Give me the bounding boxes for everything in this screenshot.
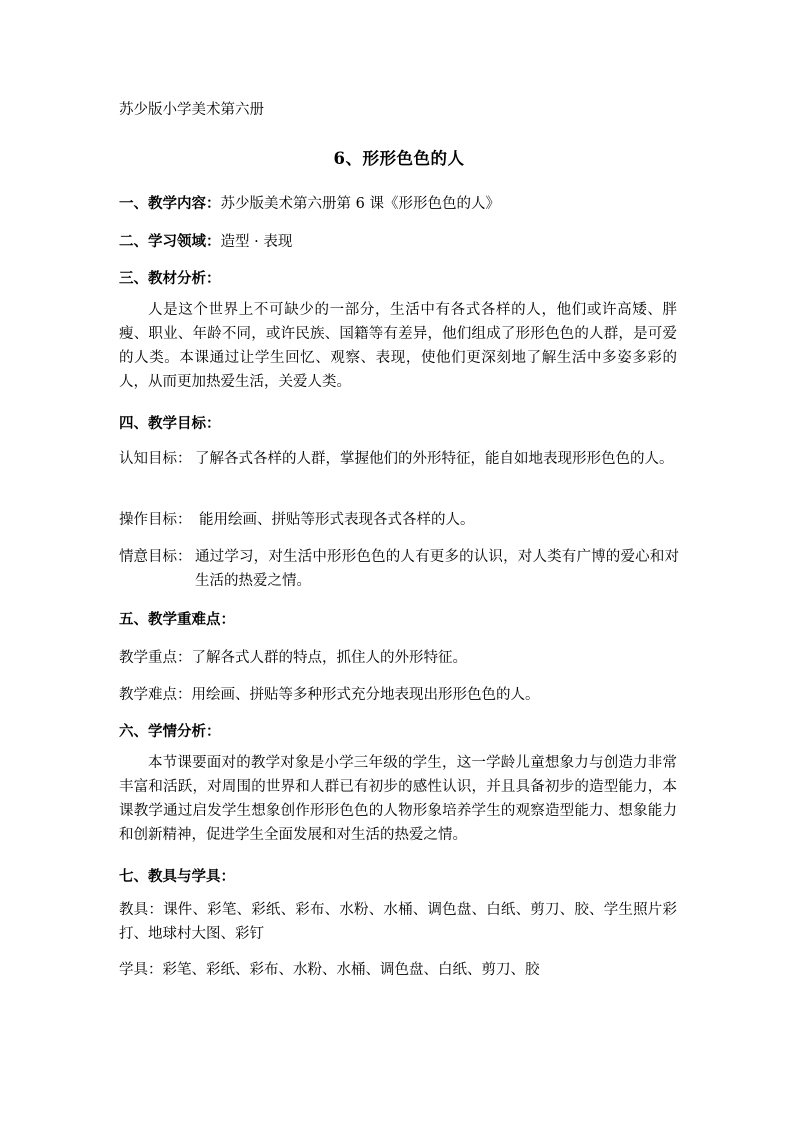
teacher-tools: 教具：课件、彩笔、彩纸、彩布、水粉、水桶、调色盘、白纸、剪刀、胶、学生照片彩打、地球村大图、彩钉 [119,902,677,942]
section-teaching-content [119,192,500,213]
section-learning-domain [119,230,292,251]
section-heading: 七、教具与学具： [119,868,235,885]
section-heading: 六、学情分析： [119,723,221,740]
section-heading: 五、教学重难点： [119,611,235,628]
section-heading: 一、教学内容： [119,195,221,212]
key-point: 教学重点：了解各式人群的特点，抓住人的外形特征。 [119,650,467,666]
textbook-label: 苏少版小学美术第六册 [119,102,264,118]
goal-text: 了解各式各样的人群，掌握他们的外形特征，能自如地表现形形色色的人。 [195,451,674,467]
section-text: 苏少版美术第六册第 6 课《形形色色的人》 [220,196,500,212]
goal-label: 情意目标： [119,549,192,565]
section-text: 造型 · 表现 [220,234,293,250]
goal-label: 认知目标： [119,451,192,467]
section-heading: 四、教学目标： [119,415,221,432]
section-heading: 二、学习领域： [119,233,221,250]
goal-text: 通过学习，对生活中形形色色的人有更多的认识，对人类有广博的爱心和对生活的热爱之情。 [195,549,679,589]
student-analysis-paragraph: 本节课要面对的教学对象是小学三年级的学生，这一学龄儿童想象力与创造力非常丰富和活跃，对周围的世界和人群已有初步的感性认识，并且具备初步的造型能力，本课教学通过启发学生想象创作形形色色的人物形象培养学生的观察造型能力、想象能力和创新精神，促进学生全面发展和对生活的热爱之情。 [119,755,677,843]
difficult-point: 教学难点：用绘画、拼贴等多种形式充分地表现出形形色色的人。 [119,687,540,703]
section-heading: 三、教材分析： [119,270,221,287]
goal-label: 操作目标： [119,512,192,528]
lesson-title: 6、形形色色的人 [333,149,465,168]
material-analysis-paragraph: 人是这个世界上不可缺少的一部分，生活中有各式各样的人，他们或许高矮、胖瘦、职业、年龄不同，或许民族、国籍等有差异，他们组成了形形色色的人群，是可爱的人类。本课通过让学生回忆、观察、表现，使他们更深刻地了解生活中多姿多彩的人，从而更加热爱生活，关爱人类。 [119,302,677,390]
goal-text: 能用绘画、拼贴等形式表现各式各样的人。 [199,512,475,528]
student-tools: 学具：彩笔、彩纸、彩布、水粉、水桶、调色盘、白纸、剪刀、胶 [119,962,540,978]
